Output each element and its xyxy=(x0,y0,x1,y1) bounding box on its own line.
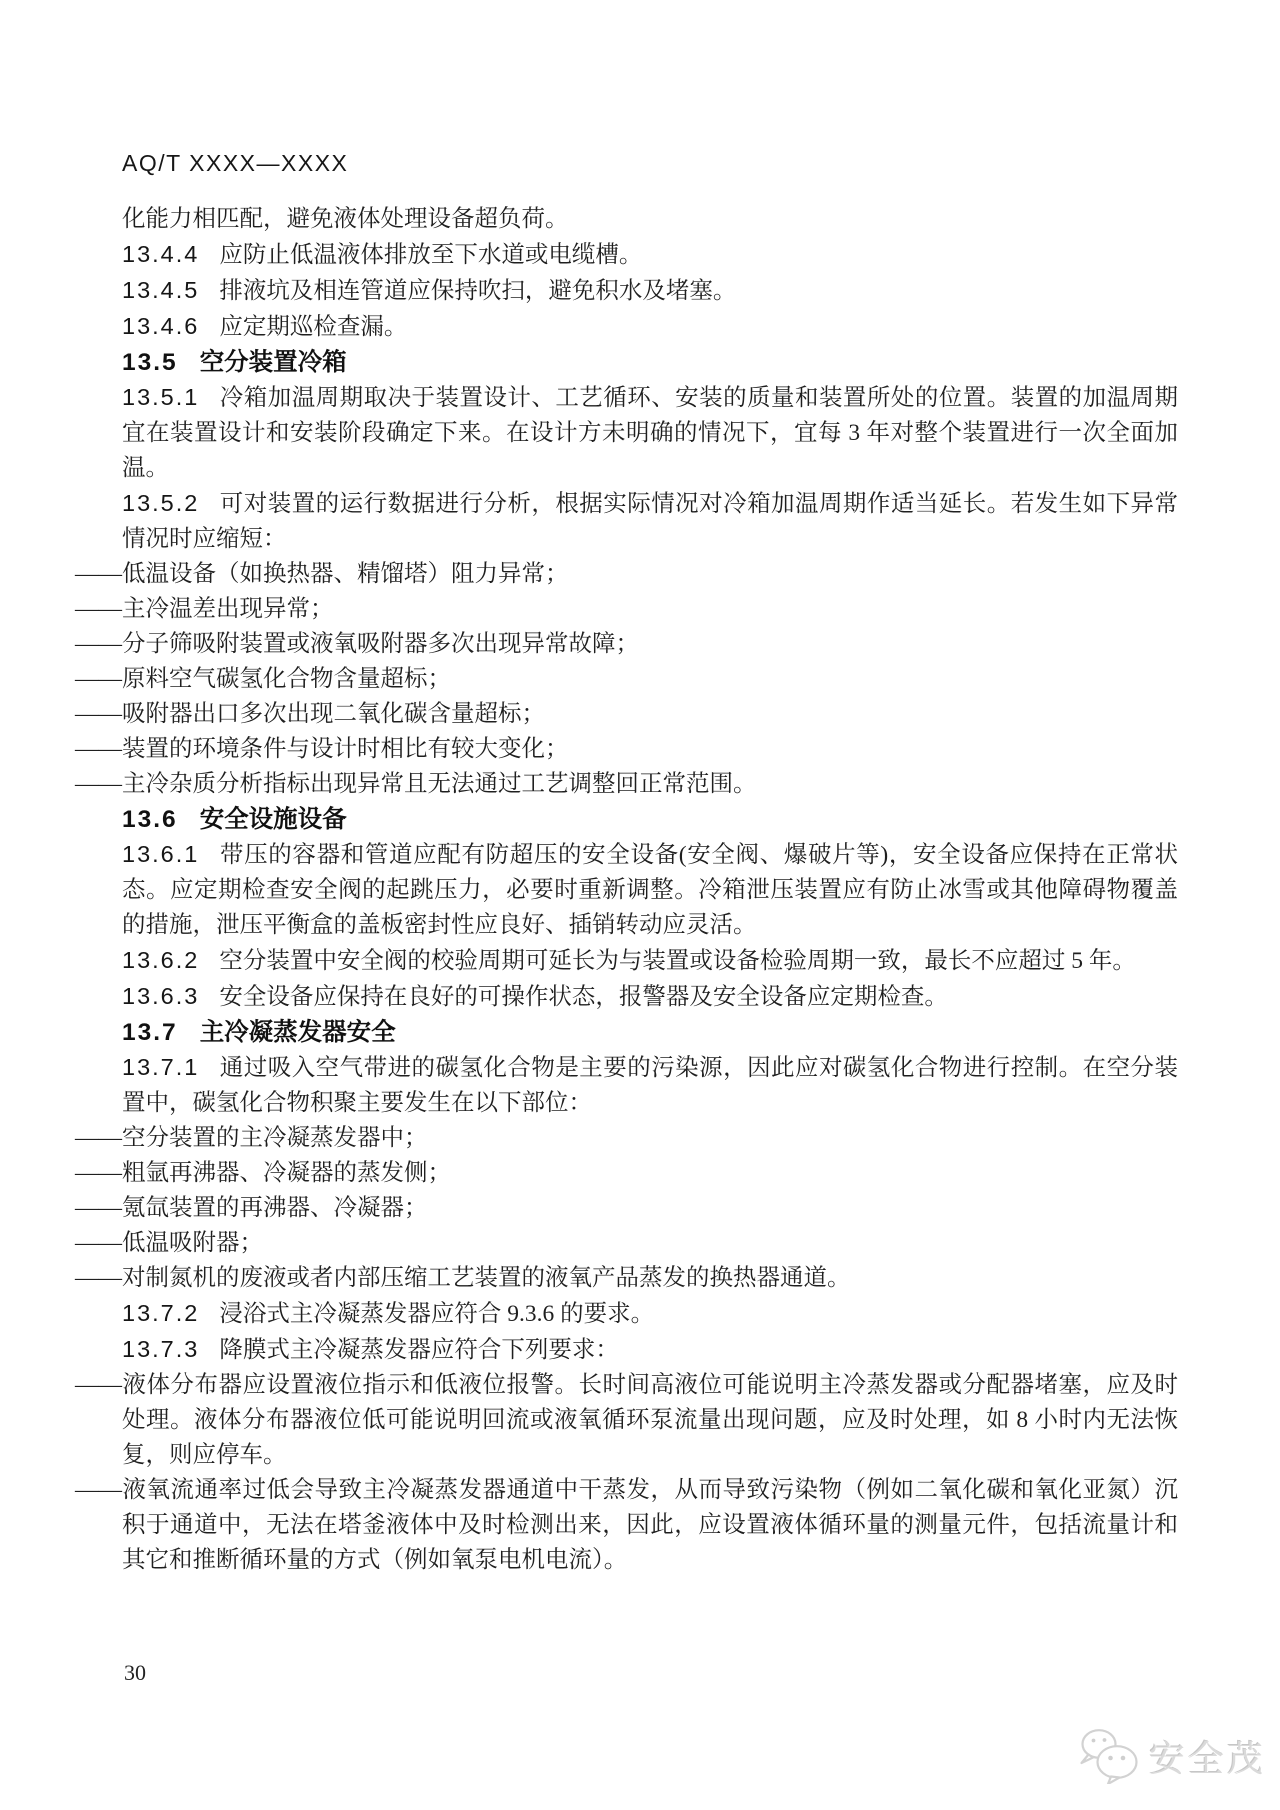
dash-list-item xyxy=(75,1156,1178,1191)
dash-prefix: —— xyxy=(75,596,122,622)
dash-prefix: —— xyxy=(75,561,122,587)
dash-list-item xyxy=(75,592,1178,627)
paragraph-text: 液氧流通率过低会导致主冷凝蒸发器通道中干蒸发，从而导致污染物（例如二氧化碳和氧化亚氮）沉积于通道中，无法在塔釜液体中及时检测出来，因此，应设置液体循环量的测量元件，包括流量计和其它和推断循环量的方式（例如氧泵电机电流）。 xyxy=(122,1477,1178,1573)
dash-prefix: —— xyxy=(75,666,122,692)
dash-prefix: —— xyxy=(75,1125,122,1151)
paragraph-text: 装置的环境条件与设计时相比有较大变化； xyxy=(122,736,569,762)
clause-number: 13.7.1 xyxy=(122,1054,200,1080)
dash-list-item xyxy=(75,732,1178,767)
clause-paragraph xyxy=(122,837,1178,943)
clause-number: 13.6.1 xyxy=(122,841,200,867)
paragraph-text: 低温吸附器； xyxy=(122,1230,263,1256)
clause-number: 13.5.2 xyxy=(122,490,200,516)
paragraph-text: 化能力相匹配，避免液体处理设备超负荷。 xyxy=(122,206,569,232)
paragraph-text: 浸浴式主冷凝蒸发器应符合 9.3.6 的要求。 xyxy=(219,1301,655,1327)
clause-number: 13.7.3 xyxy=(122,1336,200,1362)
dash-list-item xyxy=(75,1368,1178,1473)
dash-prefix: —— xyxy=(75,1265,122,1291)
section-heading xyxy=(122,345,1178,380)
section-number: 13.5 xyxy=(122,349,178,376)
dash-prefix: —— xyxy=(75,1477,122,1503)
paragraph-text: 降膜式主冷凝蒸发器应符合下列要求： xyxy=(219,1337,619,1363)
clause-paragraph xyxy=(122,1050,1178,1121)
dash-list-item xyxy=(75,1226,1178,1261)
paragraph-text: 对制氮机的废液或者内部压缩工艺装置的液氧产品蒸发的换热器通道。 xyxy=(122,1265,851,1291)
clause-paragraph xyxy=(122,979,1178,1015)
dash-prefix: —— xyxy=(75,631,122,657)
section-number: 13.6 xyxy=(122,806,178,833)
dash-prefix: —— xyxy=(75,701,122,727)
page-number: 30 xyxy=(124,1660,146,1685)
paragraph-text: 分子筛吸附装置或液氧吸附器多次出现异常故障； xyxy=(122,631,639,657)
clause-number: 13.6.2 xyxy=(122,947,200,973)
clause-number: 13.7.2 xyxy=(122,1300,200,1326)
dash-prefix: —— xyxy=(75,1195,122,1221)
clause-paragraph xyxy=(122,1296,1178,1332)
heading-text: 主冷凝蒸发器安全 xyxy=(199,1019,396,1046)
paragraph-text: 主冷温差出现异常； xyxy=(122,596,334,622)
dash-list-item xyxy=(75,1121,1178,1156)
body-paragraph xyxy=(122,202,1178,237)
dash-list-item xyxy=(75,662,1178,697)
paragraph-text: 空分装置中安全阀的校验周期可延长为与装置或设备检验周期一致，最长不应超过 5 年。 xyxy=(219,948,1136,974)
dash-list-item xyxy=(75,767,1178,802)
heading-text: 空分装置冷箱 xyxy=(199,349,347,376)
clause-paragraph xyxy=(122,486,1178,557)
brand-name: 安全茂 xyxy=(1148,1737,1266,1779)
paragraph-text: 通过吸入空气带进的碳氢化合物是主要的污染源，因此应对碳氢化合物进行控制。在空分装置中，碳氢化合物积聚主要发生在以下部位： xyxy=(122,1055,1178,1116)
document-body xyxy=(75,202,1178,1578)
heading-text: 安全设施设备 xyxy=(199,806,347,833)
dash-list-item xyxy=(75,557,1178,592)
wechat-icon xyxy=(1078,1728,1140,1784)
clause-paragraph xyxy=(122,380,1178,486)
clause-paragraph xyxy=(122,309,1178,345)
paragraph-text: 排液坑及相连管道应保持吹扫，避免积水及堵塞。 xyxy=(219,278,737,304)
section-number: 13.7 xyxy=(122,1019,178,1046)
standard-code-header: AQ/T XXXX—XXXX xyxy=(122,150,349,176)
dash-prefix: —— xyxy=(75,1372,122,1398)
paragraph-text: 冷箱加温周期取决于装置设计、工艺循环、安装的质量和装置所处的位置。装置的加温周期宜在装置设计和安装阶段确定下来。在设计方未明确的情况下，宜每 3 年对整个装置进行一次全面加温。 xyxy=(122,385,1178,481)
clause-paragraph xyxy=(122,273,1178,309)
paragraph-text: 可对装置的运行数据进行分析，根据实际情况对冷箱加温周期作适当延长。若发生如下异常情况时应缩短： xyxy=(122,491,1178,552)
paragraph-text: 原料空气碳氢化合物含量超标； xyxy=(122,666,451,692)
paragraph-text: 安全设备应保持在良好的可操作状态，报警器及安全设备应定期检查。 xyxy=(219,984,948,1010)
clause-paragraph xyxy=(122,237,1178,273)
dash-list-item xyxy=(75,627,1178,662)
dash-list-item xyxy=(75,697,1178,732)
clause-number: 13.4.6 xyxy=(122,313,200,339)
dash-prefix: —— xyxy=(75,1230,122,1256)
section-heading xyxy=(122,802,1178,837)
dash-list-item xyxy=(75,1191,1178,1226)
dash-list-item xyxy=(75,1473,1178,1578)
dash-list-item xyxy=(75,1261,1178,1296)
dash-prefix: —— xyxy=(75,736,122,762)
paragraph-text: 吸附器出口多次出现二氧化碳含量超标； xyxy=(122,701,545,727)
dash-prefix: —— xyxy=(75,771,122,797)
clause-paragraph xyxy=(122,1332,1178,1368)
clause-number: 13.4.5 xyxy=(122,277,200,303)
clause-number: 13.5.1 xyxy=(122,384,200,410)
brand-watermark xyxy=(1078,1728,1266,1784)
paragraph-text: 低温设备（如换热器、精馏塔）阻力异常； xyxy=(122,561,569,587)
paragraph-text: 空分装置的主冷凝蒸发器中； xyxy=(122,1125,428,1151)
paragraph-text: 应定期巡检查漏。 xyxy=(219,314,408,340)
paragraph-text: 带压的容器和管道应配有防超压的安全设备(安全阀、爆破片等)，安全设备应保持在正常状态。应定期检查安全阀的起跳压力，必要时重新调整。冷箱泄压装置应有防止冰雪或其他障碍物覆盖的措施，泄压平衡盒的盖板密封性应良好、插销转动应灵活。 xyxy=(122,842,1178,938)
section-heading xyxy=(122,1015,1178,1050)
clause-number: 13.4.4 xyxy=(122,241,200,267)
paragraph-text: 主冷杂质分析指标出现异常且无法通过工艺调整回正常范围。 xyxy=(122,771,757,797)
paragraph-text: 氪氙装置的再沸器、冷凝器； xyxy=(122,1195,428,1221)
clause-number: 13.6.3 xyxy=(122,983,200,1009)
dash-prefix: —— xyxy=(75,1160,122,1186)
paragraph-text: 应防止低温液体排放至下水道或电缆槽。 xyxy=(219,242,643,268)
paragraph-text: 粗氩再沸器、冷凝器的蒸发侧； xyxy=(122,1160,451,1186)
paragraph-text: 液体分布器应设置液位指示和低液位报警。长时间高液位可能说明主冷蒸发器或分配器堵塞，应及时处理。液体分布器液位低可能说明回流或液氧循环泵流量出现问题，应及时处理，如 8 小时内无法恢复，则应停车。 xyxy=(122,1372,1178,1468)
clause-paragraph xyxy=(122,943,1178,979)
